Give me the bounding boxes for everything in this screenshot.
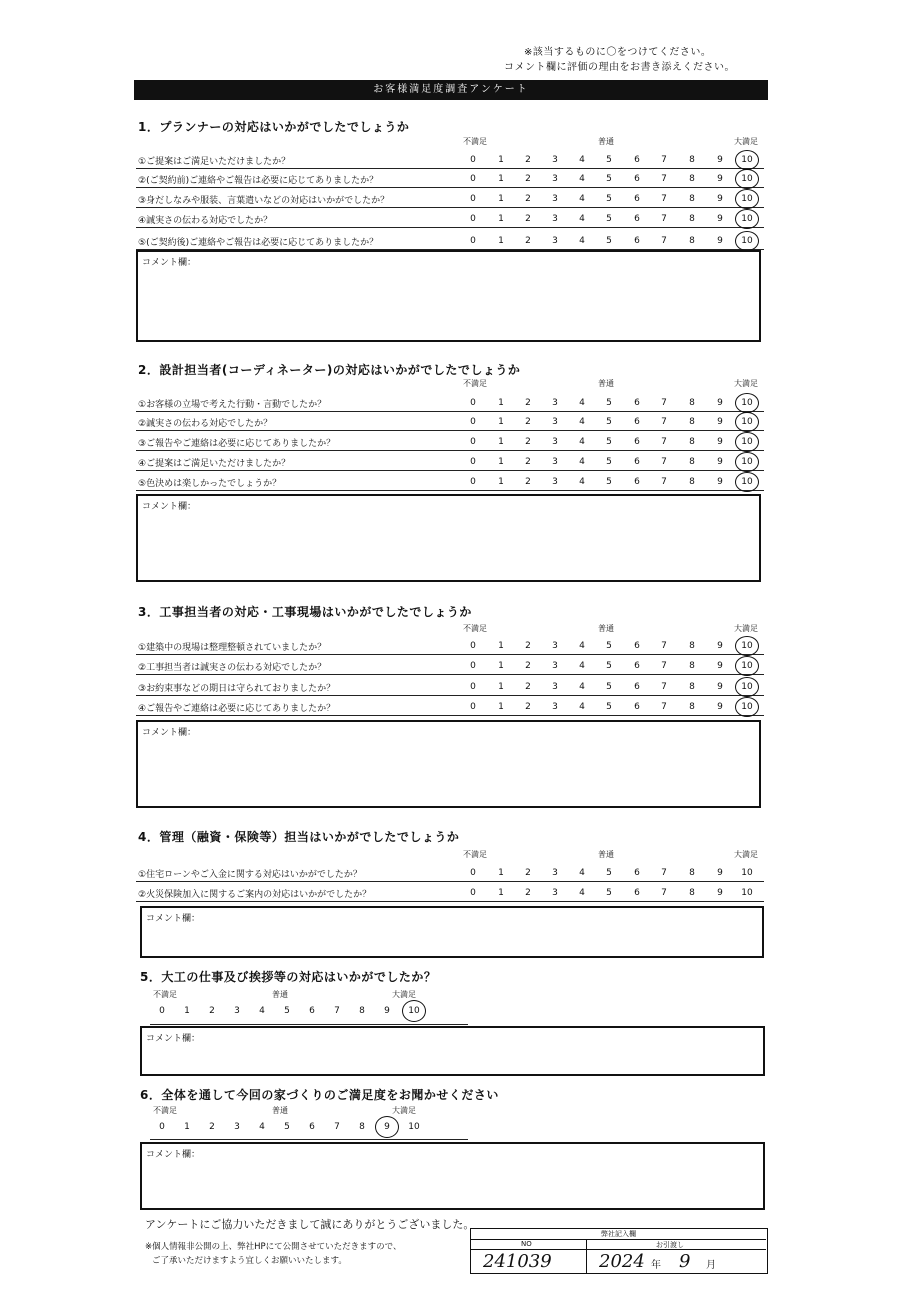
scale-mid-label: 普通 — [598, 624, 614, 633]
rating-option[interactable]: 6 — [634, 174, 640, 184]
rating-option[interactable]: 10 — [741, 437, 753, 447]
comment-box[interactable] — [140, 1142, 765, 1210]
rating-option[interactable]: 1 — [498, 641, 504, 651]
rating-option[interactable]: 1 — [498, 457, 504, 467]
section-title: 5．大工の仕事及び挨拶等の対応はいかがでしたか？ — [140, 970, 437, 984]
rating-option[interactable]: 5 — [606, 477, 612, 487]
rating-option[interactable]: 2 — [525, 398, 531, 408]
rating-option[interactable]: 10 — [741, 868, 753, 878]
selected-rating-circle — [735, 189, 759, 209]
rating-option[interactable]: 7 — [661, 661, 667, 671]
rating-option[interactable]: 7 — [661, 702, 667, 712]
rating-option[interactable]: 4 — [579, 682, 585, 692]
privacy-note: ご了承いただけますよう宜しくお願いいたします。 — [152, 1256, 347, 1266]
rating-option[interactable]: 1 — [498, 477, 504, 487]
rating-rule — [150, 1139, 468, 1140]
rating-option[interactable]: 2 — [525, 661, 531, 671]
rating-option[interactable]: 2 — [525, 236, 531, 246]
rating-option[interactable]: 4 — [579, 214, 585, 224]
rating-option[interactable]: 6 — [634, 477, 640, 487]
comment-box[interactable] — [136, 250, 761, 342]
rating-option[interactable]: 10 — [741, 417, 753, 427]
rating-option[interactable]: 2 — [525, 155, 531, 165]
rating-option[interactable]: 9 — [717, 682, 723, 692]
rating-option[interactable]: 1 — [498, 214, 504, 224]
rating-option[interactable]: 2 — [525, 868, 531, 878]
scale-high-label: 大満足 — [734, 624, 758, 633]
rating-option[interactable]: 8 — [689, 437, 695, 447]
scale-high-label: 大満足 — [734, 379, 758, 388]
rating-option[interactable]: 4 — [579, 236, 585, 246]
rating-option[interactable]: 10 — [741, 174, 753, 184]
rating-option[interactable]: 7 — [661, 417, 667, 427]
rating-option[interactable]: 5 — [606, 398, 612, 408]
month-value: 9 — [679, 1251, 691, 1272]
rating-option[interactable]: 10 — [408, 1006, 420, 1016]
rating-option[interactable]: 1 — [184, 1122, 190, 1132]
rating-option[interactable]: 4 — [259, 1122, 265, 1132]
question-text: ①ご提案はご満足いただけましたか？ — [138, 157, 291, 167]
rating-option[interactable]: 0 — [470, 417, 476, 427]
section-title: 4．管理（融資・保険等）担当はいかがでしたでしょうか — [138, 830, 460, 844]
question-rule — [136, 490, 764, 491]
rating-option[interactable]: 1 — [498, 702, 504, 712]
rating-option[interactable]: 9 — [717, 398, 723, 408]
question-rule — [136, 470, 764, 471]
scale-mid-label: 普通 — [598, 850, 614, 859]
rating-option[interactable]: 8 — [359, 1006, 365, 1016]
rating-option[interactable]: 6 — [634, 682, 640, 692]
rating-option[interactable]: 6 — [634, 641, 640, 651]
rating-option[interactable]: 4 — [579, 417, 585, 427]
rating-option[interactable]: 0 — [470, 437, 476, 447]
rating-option[interactable]: 7 — [661, 682, 667, 692]
scale-mid-label: 普通 — [598, 137, 614, 146]
rating-option[interactable]: 3 — [234, 1122, 240, 1132]
rating-option[interactable]: 0 — [470, 661, 476, 671]
rating-option[interactable]: 8 — [689, 194, 695, 204]
section-title: 6．全体を通して今回の家づくりのご満足度をお聞かせください — [140, 1088, 499, 1102]
rating-option[interactable]: 0 — [470, 888, 476, 898]
rating-option[interactable]: 8 — [359, 1122, 365, 1132]
comment-label: コメント欄： — [146, 1150, 201, 1160]
comment-label: コメント欄： — [142, 258, 197, 268]
rating-option[interactable]: 3 — [552, 702, 558, 712]
rating-option[interactable]: 3 — [552, 682, 558, 692]
rating-option[interactable]: 5 — [606, 702, 612, 712]
rating-option[interactable]: 9 — [384, 1122, 390, 1132]
rating-option[interactable]: 2 — [525, 214, 531, 224]
selected-rating-circle — [735, 472, 759, 492]
rating-option[interactable]: 5 — [606, 417, 612, 427]
rating-option[interactable]: 2 — [525, 682, 531, 692]
rating-option[interactable]: 1 — [498, 236, 504, 246]
question-text: ①建築中の現場は整理整頓されていましたか？ — [138, 643, 327, 653]
rating-option[interactable]: 2 — [209, 1122, 215, 1132]
rating-option[interactable]: 3 — [552, 661, 558, 671]
instruction-note: コメント欄に評価の理由をお書き添えください。 — [504, 62, 735, 73]
rating-option[interactable]: 9 — [717, 868, 723, 878]
thanks-text: アンケートにご協力いただきまして誠にありがとうございました。 — [145, 1218, 475, 1231]
year-unit: 年 — [651, 1260, 661, 1271]
rating-option[interactable]: 7 — [661, 155, 667, 165]
section-title: 2．設計担当者(コーディネーター)の対応はいかがでしたでしょうか — [138, 363, 521, 377]
rating-option[interactable]: 8 — [689, 398, 695, 408]
rating-option[interactable]: 9 — [717, 702, 723, 712]
rating-option[interactable]: 1 — [498, 661, 504, 671]
rating-option[interactable]: 3 — [552, 214, 558, 224]
selected-rating-circle — [735, 231, 759, 251]
rating-option[interactable]: 6 — [309, 1006, 315, 1016]
rating-option[interactable]: 8 — [689, 641, 695, 651]
rating-option[interactable]: 7 — [334, 1006, 340, 1016]
rating-option[interactable]: 6 — [634, 236, 640, 246]
rating-option[interactable]: 4 — [579, 888, 585, 898]
rating-option[interactable]: 5 — [606, 437, 612, 447]
rating-option[interactable]: 6 — [634, 398, 640, 408]
rating-option[interactable]: 0 — [470, 236, 476, 246]
instruction-note: ※該当するものに〇をつけてください。 — [524, 47, 712, 58]
rating-option[interactable]: 10 — [741, 702, 753, 712]
rating-option[interactable]: 8 — [689, 214, 695, 224]
rating-option[interactable]: 3 — [552, 641, 558, 651]
rating-option[interactable]: 10 — [741, 457, 753, 467]
selected-rating-circle — [402, 1000, 426, 1022]
rating-option[interactable]: 3 — [552, 155, 558, 165]
rating-option[interactable]: 0 — [470, 868, 476, 878]
rating-option[interactable]: 6 — [309, 1122, 315, 1132]
rating-option[interactable]: 8 — [689, 702, 695, 712]
rating-option[interactable]: 5 — [606, 155, 612, 165]
rating-option[interactable]: 0 — [159, 1006, 165, 1016]
rating-option[interactable]: 7 — [661, 214, 667, 224]
scale-high-label: 大満足 — [734, 137, 758, 146]
rating-option[interactable]: 1 — [498, 437, 504, 447]
question-rule — [136, 695, 764, 696]
rating-option[interactable]: 6 — [634, 868, 640, 878]
question-text: ④ご報告やご連絡は必要に応じてありましたか？ — [138, 704, 336, 714]
office-use-label: 弊社記入欄 — [601, 1230, 636, 1238]
rating-option[interactable]: 4 — [579, 437, 585, 447]
selected-rating-circle — [735, 393, 759, 413]
rating-option[interactable]: 2 — [525, 477, 531, 487]
rating-option[interactable]: 3 — [552, 174, 558, 184]
rating-option[interactable]: 9 — [717, 661, 723, 671]
rating-option[interactable]: 9 — [717, 236, 723, 246]
rating-option[interactable]: 3 — [552, 457, 558, 467]
question-text: ④誠実さの伝わる対応でしたか？ — [138, 216, 273, 226]
rating-option[interactable]: 1 — [498, 398, 504, 408]
comment-label: コメント欄： — [146, 914, 201, 924]
month-unit: 月 — [706, 1260, 716, 1271]
rating-option[interactable]: 10 — [741, 194, 753, 204]
rating-option[interactable]: 2 — [525, 417, 531, 427]
selected-rating-circle — [735, 677, 759, 697]
comment-box[interactable] — [140, 906, 764, 958]
rating-option[interactable]: 8 — [689, 155, 695, 165]
scale-mid-label: 普通 — [598, 379, 614, 388]
rating-option[interactable]: 2 — [525, 174, 531, 184]
rating-option[interactable]: 2 — [525, 437, 531, 447]
question-rule — [136, 881, 764, 882]
rating-option[interactable]: 6 — [634, 214, 640, 224]
rating-option[interactable]: 8 — [689, 868, 695, 878]
rating-option[interactable]: 5 — [606, 457, 612, 467]
handover-label: お引渡し — [656, 1241, 684, 1249]
rating-option[interactable]: 4 — [579, 661, 585, 671]
comment-label: コメント欄： — [146, 1034, 201, 1044]
rating-option[interactable]: 0 — [470, 457, 476, 467]
rating-option[interactable]: 5 — [606, 682, 612, 692]
rating-option[interactable]: 8 — [689, 888, 695, 898]
question-text: ②工事担当者は誠実さの伝わる対応でしたか？ — [138, 663, 327, 673]
rating-option[interactable]: 0 — [470, 682, 476, 692]
rating-option[interactable]: 4 — [259, 1006, 265, 1016]
rating-option[interactable]: 8 — [689, 236, 695, 246]
rating-option[interactable]: 2 — [525, 457, 531, 467]
question-text: ②誠実さの伝わる対応でしたか？ — [138, 419, 273, 429]
scale-low-label: 不満足 — [153, 990, 177, 999]
rating-option[interactable]: 9 — [717, 641, 723, 651]
scale-high-label: 大満足 — [392, 990, 416, 999]
rating-option[interactable]: 5 — [606, 888, 612, 898]
rating-option[interactable]: 10 — [741, 888, 753, 898]
scale-mid-label: 普通 — [272, 1106, 288, 1115]
rating-option[interactable]: 7 — [661, 236, 667, 246]
question-text: ①お客様の立場で考えた行動・言動でしたか？ — [138, 400, 327, 410]
rating-option[interactable]: 7 — [661, 868, 667, 878]
rating-option[interactable]: 0 — [159, 1122, 165, 1132]
rating-option[interactable]: 1 — [498, 682, 504, 692]
rating-option[interactable]: 5 — [284, 1122, 290, 1132]
rating-option[interactable]: 3 — [234, 1006, 240, 1016]
selected-rating-circle — [735, 209, 759, 229]
rating-option[interactable]: 3 — [552, 398, 558, 408]
rating-option[interactable]: 7 — [661, 457, 667, 467]
rating-option[interactable]: 10 — [741, 155, 753, 165]
rating-option[interactable]: 1 — [498, 174, 504, 184]
rating-option[interactable]: 4 — [579, 194, 585, 204]
rating-option[interactable]: 3 — [552, 477, 558, 487]
rating-option[interactable]: 2 — [209, 1006, 215, 1016]
comment-box[interactable] — [140, 1026, 765, 1076]
scale-mid-label: 普通 — [272, 990, 288, 999]
scale-high-label: 大満足 — [392, 1106, 416, 1115]
rating-option[interactable]: 4 — [579, 641, 585, 651]
scale-low-label: 不満足 — [463, 379, 487, 388]
no-value: 241039 — [483, 1251, 552, 1272]
rating-option[interactable]: 2 — [525, 194, 531, 204]
rating-option[interactable]: 3 — [552, 868, 558, 878]
scale-low-label: 不満足 — [463, 850, 487, 859]
rating-option[interactable]: 0 — [470, 214, 476, 224]
question-rule — [136, 450, 764, 451]
question-rule — [136, 430, 764, 431]
privacy-note: ※個人情報非公開の上、弊社HPにて公開させていただきますので、 — [145, 1242, 402, 1252]
rating-option[interactable]: 1 — [498, 888, 504, 898]
rating-option[interactable]: 10 — [741, 682, 753, 692]
comment-box[interactable] — [136, 494, 761, 582]
question-rule — [136, 187, 764, 188]
office-use-box — [470, 1228, 768, 1274]
comment-label: コメント欄： — [142, 728, 197, 738]
rating-option[interactable]: 5 — [606, 194, 612, 204]
rating-option[interactable]: 10 — [741, 236, 753, 246]
selected-rating-circle — [735, 412, 759, 432]
selected-rating-circle — [735, 697, 759, 717]
rating-option[interactable]: 8 — [689, 457, 695, 467]
rating-option[interactable]: 6 — [634, 888, 640, 898]
question-text: ③身だしなみや服装、言葉遣いなどの対応はいかがでしたか？ — [138, 196, 390, 206]
question-text: ⑤色決めは楽しかったでしょうか？ — [138, 479, 282, 489]
rating-option[interactable]: 9 — [717, 174, 723, 184]
rating-option[interactable]: 6 — [634, 702, 640, 712]
rating-rule — [150, 1024, 468, 1025]
rating-option[interactable]: 9 — [717, 417, 723, 427]
rating-option[interactable]: 7 — [661, 437, 667, 447]
question-text: ②火災保険加入に関するご案内の対応はいかがでしたか？ — [138, 890, 372, 900]
rating-option[interactable]: 4 — [579, 174, 585, 184]
rating-option[interactable]: 1 — [184, 1006, 190, 1016]
rating-option[interactable]: 0 — [470, 641, 476, 651]
rating-option[interactable]: 5 — [606, 214, 612, 224]
question-rule — [136, 207, 764, 208]
selected-rating-circle — [375, 1116, 399, 1138]
rating-option[interactable]: 10 — [741, 398, 753, 408]
rating-option[interactable]: 8 — [689, 417, 695, 427]
question-rule — [136, 411, 764, 412]
rating-option[interactable]: 6 — [634, 437, 640, 447]
question-text: ④ご提案はご満足いただけましたか？ — [138, 459, 291, 469]
comment-label: コメント欄： — [142, 502, 197, 512]
rating-option[interactable]: 5 — [606, 868, 612, 878]
rating-option[interactable]: 0 — [470, 155, 476, 165]
rating-option[interactable]: 5 — [606, 661, 612, 671]
rating-option[interactable]: 0 — [470, 174, 476, 184]
rating-option[interactable]: 5 — [606, 236, 612, 246]
question-rule — [136, 901, 764, 902]
rating-option[interactable]: 7 — [661, 174, 667, 184]
rating-option[interactable]: 10 — [741, 661, 753, 671]
rating-option[interactable]: 1 — [498, 155, 504, 165]
question-rule — [136, 654, 764, 655]
rating-option[interactable]: 4 — [579, 457, 585, 467]
rating-option[interactable]: 6 — [634, 457, 640, 467]
survey-banner: お客様満足度調査アンケート — [134, 80, 768, 100]
year-value: 2024 — [599, 1251, 645, 1272]
scale-high-label: 大満足 — [734, 850, 758, 859]
question-text: ③ご報告やご連絡は必要に応じてありましたか？ — [138, 439, 336, 449]
question-rule — [136, 674, 764, 675]
rating-option[interactable]: 2 — [525, 641, 531, 651]
rating-option[interactable]: 4 — [579, 398, 585, 408]
no-label: NO — [521, 1240, 532, 1248]
rating-option[interactable]: 10 — [741, 641, 753, 651]
rating-option[interactable]: 9 — [717, 477, 723, 487]
rating-option[interactable]: 2 — [525, 702, 531, 712]
question-text: ③お約束事などの期日は守られておりましたか？ — [138, 684, 336, 694]
rating-option[interactable]: 1 — [498, 417, 504, 427]
question-rule — [136, 227, 764, 228]
question-rule — [136, 168, 764, 169]
rating-option[interactable]: 7 — [661, 888, 667, 898]
rating-option[interactable]: 10 — [408, 1122, 420, 1132]
rating-option[interactable]: 9 — [717, 437, 723, 447]
rating-option[interactable]: 7 — [661, 194, 667, 204]
rating-option[interactable]: 7 — [334, 1122, 340, 1132]
selected-rating-circle — [735, 636, 759, 656]
rating-option[interactable]: 5 — [284, 1006, 290, 1016]
question-text: ①住宅ローンやご入金に関する対応はいかがでしたか？ — [138, 870, 362, 880]
rating-option[interactable]: 4 — [579, 702, 585, 712]
selected-rating-circle — [735, 169, 759, 189]
rating-option[interactable]: 9 — [717, 214, 723, 224]
rating-option[interactable]: 9 — [717, 155, 723, 165]
question-text: ⑤(ご契約後)ご連絡やご報告は必要に応じてありましたか？ — [138, 238, 379, 248]
comment-box[interactable] — [136, 720, 761, 808]
section-title: 1．プランナーの対応はいかがでしたでしょうか — [138, 120, 410, 134]
rating-option[interactable]: 10 — [741, 477, 753, 487]
rating-option[interactable]: 4 — [579, 477, 585, 487]
selected-rating-circle — [735, 452, 759, 472]
rating-option[interactable]: 0 — [470, 477, 476, 487]
rating-option[interactable]: 9 — [717, 194, 723, 204]
rating-option[interactable]: 9 — [384, 1006, 390, 1016]
rating-option[interactable]: 8 — [689, 174, 695, 184]
rating-option[interactable]: 0 — [470, 398, 476, 408]
rating-option[interactable]: 4 — [579, 155, 585, 165]
rating-option[interactable]: 7 — [661, 477, 667, 487]
rating-option[interactable]: 0 — [470, 194, 476, 204]
rating-option[interactable]: 5 — [606, 641, 612, 651]
selected-rating-circle — [735, 150, 759, 170]
rating-option[interactable]: 4 — [579, 868, 585, 878]
rating-option[interactable]: 10 — [741, 214, 753, 224]
rating-option[interactable]: 7 — [661, 641, 667, 651]
rating-option[interactable]: 3 — [552, 888, 558, 898]
rating-option[interactable]: 3 — [552, 417, 558, 427]
rating-option[interactable]: 1 — [498, 194, 504, 204]
rating-option[interactable]: 8 — [689, 477, 695, 487]
selected-rating-circle — [735, 656, 759, 676]
question-rule — [136, 715, 764, 716]
scale-low-label: 不満足 — [153, 1106, 177, 1115]
scale-low-label: 不満足 — [463, 137, 487, 146]
section-title: 3．工事担当者の対応・工事現場はいかがでしたでしょうか — [138, 605, 472, 619]
rating-option[interactable]: 8 — [689, 682, 695, 692]
rating-option[interactable]: 0 — [470, 702, 476, 712]
rating-option[interactable]: 6 — [634, 661, 640, 671]
selected-rating-circle — [735, 432, 759, 452]
rating-option[interactable]: 1 — [498, 868, 504, 878]
rating-option[interactable]: 2 — [525, 888, 531, 898]
rating-option[interactable]: 6 — [634, 155, 640, 165]
rating-option[interactable]: 7 — [661, 398, 667, 408]
rating-option[interactable]: 6 — [634, 194, 640, 204]
rating-option[interactable]: 3 — [552, 194, 558, 204]
rating-option[interactable]: 6 — [634, 417, 640, 427]
rating-option[interactable]: 8 — [689, 661, 695, 671]
rating-option[interactable]: 3 — [552, 437, 558, 447]
rating-option[interactable]: 9 — [717, 457, 723, 467]
question-text: ②(ご契約前)ご連絡やご報告は必要に応じてありましたか？ — [138, 176, 379, 186]
scale-low-label: 不満足 — [463, 624, 487, 633]
rating-option[interactable]: 3 — [552, 236, 558, 246]
rating-option[interactable]: 5 — [606, 174, 612, 184]
rating-option[interactable]: 9 — [717, 888, 723, 898]
